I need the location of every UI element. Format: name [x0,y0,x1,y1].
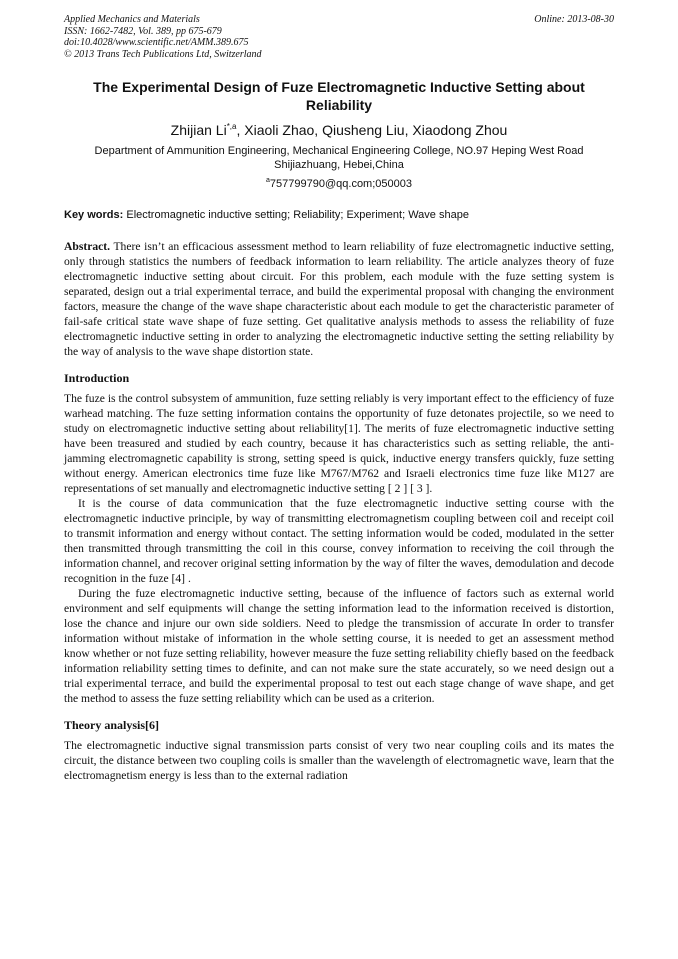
abstract-text: There isn’t an efficacious assessment method to learn reliability of fuze electromagnetic inductive setting, only through statistics the numbers of feedback information to learn reliability. The article analyzes theory of fuze electromagnetic inductive setting about circuit. For this problem, each module with the fuze setting system is separated, design out a trial experimental terrace, and build the experimental proposal with changing the environment factors, measure the change of the wave shape characteristic about each module to get the characteristic parameter of fail-safe critical state wave shape of fuze setting. Get qualitative analysis methods to assess the reliability of fuze electromagnetic inductive setting in order to analyzing the electromagnetic inductive setting the setting reliability by the way of analysis to the wave shape distortion state. [64,240,614,358]
keywords-label: Key words: [64,209,124,221]
email-text: 757799790@qq.com;050003 [269,178,412,190]
abstract-label: Abstract. [64,240,111,253]
keywords-text: Electromagnetic inductive setting; Reliability; Experiment; Wave shape [123,209,469,221]
journal-header [64,14,614,60]
keywords-line [64,208,614,222]
introduction-paragraph-3: During the fuze electromagnetic inductive setting, because of the influence of factors such as external world environment and self equipments will change the setting information lead to the information received is distortion, lose the chance and injure our own side soldiers. Need to pledge the transmission of accurate In order to transfer information without mistake of information in the whole setting course, it is needed to get an assessment method know whether or not fuze setting reliability, however measure the fuze setting reliability chiefly based on the feedback information reliability setting times to definite, and can not make sure the state accurately, so we need design out a trial experimental terrace, and build the experimental proposal to test out each stage change of wave shape, and get the method to assess the fuze setting reliability which can be used as a criterion. [64,587,614,705]
paper-title: The Experimental Design of Fuze Electromagnetic Inductive Setting about Reliability [93,79,585,113]
theory-heading: Theory analysis[6] [64,718,160,732]
first-author: Zhijian Li [170,122,227,138]
introduction-paragraph-1: The fuze is the control subsystem of ammunition, fuze setting reliably is very important effect to the efficiency of fuze warhead matching. The fuze setting information contains the opportunity of fuze detonates projectile, so we need to study on electromagnetic inductive setting about reliability[1]. The merits of fuze electromagnetic inductive setting have been treasured and studied by each country, because it has characteristics such as setting reliable, the anti-jamming electromagnetic capability is strong, setting speed is quick, inductive energy transfers quickly, fuze setting without energy. American electronics time fuze like M767/M762 and Israeli electronics time fuze like M127 are representations of set manually and electromagnetic inductive setting [ 2 ] [ 3 ]. [64,392,614,495]
author-list [64,121,614,139]
other-authors: , Xiaoli Zhao, Qiusheng Liu, Xiaodong Zhou [236,122,508,138]
theory-section [64,738,614,783]
theory-paragraph-1: The electromagnetic inductive signal transmission parts consist of very two near coupling coils and its mates the circuit, the distance between two coupling coils is smaller than the wavelength of electromagnetic wave, learn that the electromagnetism energy is less than to the external radiation [64,739,614,782]
author-email [64,177,614,191]
abstract-block [64,239,614,359]
introduction-section [64,391,614,706]
issn-line: ISSN: 1662-7482, Vol. 389, pp 675-679 [64,25,222,37]
email-superscript: a [266,177,270,184]
introduction-paragraph-2: It is the course of data communication that the fuze electromagnetic inductive setting course with the electromagnetic inductive principle, by way of transmitting electromagnetism coupling between coil and receipt coil to transmit information and energy without contact. The setting information would be coded, modulated in the setter then transmitted through transmitting the coil in this course, convey information to receiving the coil through the information channel, and recover original setting information by the way of filter the waves, demodulation and decode recognition in the fuze [4] . [64,497,614,585]
author-superscript: *,a [226,122,237,131]
copyright-line: © 2013 Trans Tech Publications Ltd, Switzerland [64,48,262,60]
online-date: Online: 2013-08-30 [534,14,614,25]
introduction-heading: Introduction [64,371,130,385]
affiliation: Department of Ammunition Engineering, Mechanical Engineering College, NO.97 Heping West Road Shijiazhuang, Hebei,China [94,145,584,171]
journal-name: Applied Mechanics and Materials [64,14,200,25]
doi-line: doi:10.4028/www.scientific.net/AMM.389.675 [64,37,249,48]
